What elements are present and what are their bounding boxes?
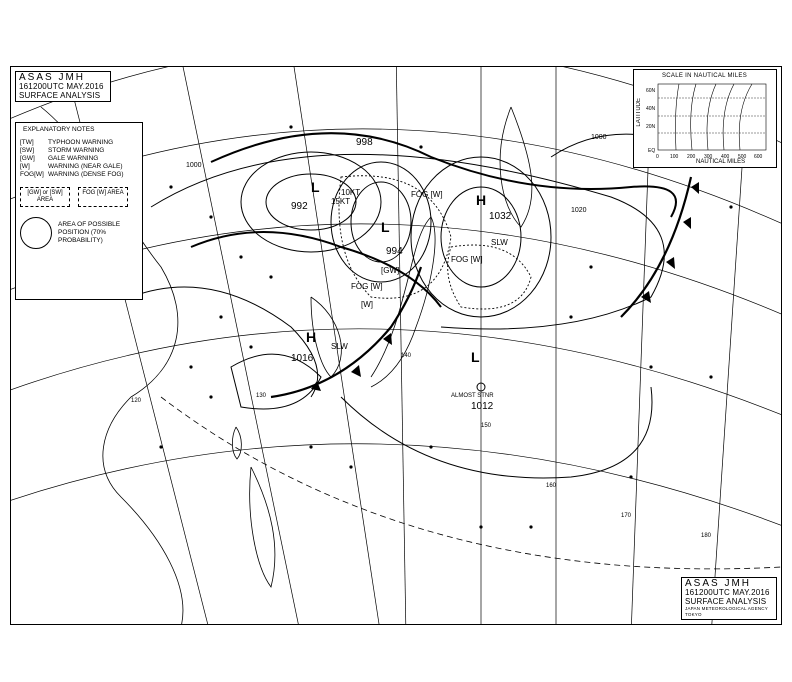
footer-agency-code: ASAS JMH bbox=[685, 578, 752, 589]
legend-text: GALE WARNING bbox=[48, 155, 99, 162]
low-pressure-label: 992 bbox=[291, 201, 308, 212]
station-dot bbox=[589, 265, 592, 268]
station-dot bbox=[239, 255, 242, 258]
scale-mile-tick: 300 bbox=[704, 154, 713, 160]
meridian-line bbox=[396, 67, 406, 625]
high-motion-label: SLW bbox=[491, 238, 508, 247]
meridian-line bbox=[711, 107, 746, 625]
legend-row bbox=[20, 163, 138, 171]
fog-area-sample: FOG [W] AREA bbox=[78, 187, 128, 207]
station-dot bbox=[169, 185, 172, 188]
taiwan-coastline bbox=[232, 427, 241, 459]
legend-text: TYPHOON WARNING bbox=[48, 139, 114, 146]
isobar-value: 1020 bbox=[571, 207, 587, 214]
scale-x-label: NAUTICAL MILES bbox=[696, 159, 746, 165]
parallel-line bbox=[11, 444, 782, 537]
station-dot bbox=[729, 205, 732, 208]
station-dot bbox=[189, 365, 192, 368]
station-dot bbox=[629, 475, 632, 478]
isobar bbox=[341, 387, 652, 478]
high-symbol: H bbox=[306, 329, 317, 345]
isobar bbox=[131, 287, 318, 397]
high-pressure-label: 1016 bbox=[291, 353, 314, 364]
legend-text: WARNING (NEAR GALE) bbox=[48, 163, 123, 170]
legend-text: STORM WARNING bbox=[48, 147, 105, 154]
legend-code: [GW] bbox=[20, 155, 35, 162]
explanatory-notes bbox=[15, 122, 143, 300]
fog-warning-label: FOG [W] bbox=[411, 190, 443, 199]
high-pressure-label: 1032 bbox=[489, 211, 512, 222]
legend-area-samples bbox=[20, 187, 138, 207]
longitude-label: 150 bbox=[481, 423, 492, 429]
station-dot bbox=[249, 345, 252, 348]
legend-code: [TW] bbox=[20, 139, 34, 146]
low-speed-label: 10KT bbox=[341, 188, 361, 197]
scale-graph bbox=[634, 70, 776, 167]
station-dot bbox=[419, 145, 422, 148]
front-triangle bbox=[691, 182, 699, 194]
station-dot bbox=[289, 125, 292, 128]
high-motion-label: SLW bbox=[331, 342, 348, 351]
legend-row bbox=[20, 155, 138, 163]
warning-labels bbox=[351, 190, 483, 309]
legend-text: WARNING (DENSE FOG) bbox=[48, 171, 124, 178]
legend-row bbox=[20, 171, 138, 179]
station-dot bbox=[209, 395, 212, 398]
warning-label: [W] bbox=[361, 300, 373, 309]
philippines-coastline bbox=[250, 467, 275, 587]
footer-agency-name: JAPAN METEOROLOGICAL AGENCY TOKYO bbox=[685, 606, 768, 617]
legend-code: [SW] bbox=[20, 147, 35, 154]
chart-footer bbox=[681, 577, 777, 620]
low-motion-label: ALMOST STNR bbox=[451, 393, 494, 399]
fog-warning-label: FOG [W] bbox=[451, 255, 483, 264]
station-dot bbox=[569, 315, 572, 318]
longitude-label: 160 bbox=[546, 483, 557, 489]
header-agency-code: ASAS JMH bbox=[19, 72, 86, 83]
scale-lat-tick: 40N bbox=[646, 106, 656, 112]
gale-warning-label: [GW] bbox=[381, 266, 400, 275]
scale-mile-tick: 200 bbox=[687, 154, 696, 160]
scale-lat-tick: 60N bbox=[646, 88, 656, 94]
scale-mile-tick: 400 bbox=[721, 154, 730, 160]
station-dot bbox=[429, 445, 432, 448]
footer-datetime: 161200UTC MAY.2016 bbox=[685, 588, 770, 597]
japan-coastline bbox=[371, 217, 435, 387]
scale-mile-tick: 100 bbox=[670, 154, 679, 160]
stationary-front bbox=[621, 177, 691, 317]
legend-row bbox=[20, 147, 138, 155]
low-symbol: L bbox=[381, 219, 390, 235]
legend-code: FOG[W] bbox=[20, 171, 44, 178]
scale-mile-tick: 0 bbox=[656, 154, 659, 160]
low-pressure-label: 994 bbox=[386, 246, 403, 257]
station-dot bbox=[349, 465, 352, 468]
probability-circle-icon bbox=[20, 217, 52, 249]
legend-probability bbox=[20, 217, 138, 249]
longitude-label: 130 bbox=[256, 393, 267, 399]
legend-row bbox=[20, 139, 138, 147]
header-datetime: 161200UTC MAY.2016 bbox=[19, 82, 104, 91]
station-dot bbox=[649, 365, 652, 368]
low-symbol: L bbox=[471, 349, 480, 365]
front-triangle bbox=[683, 217, 691, 229]
station-dot bbox=[709, 375, 712, 378]
chart-header bbox=[15, 71, 111, 102]
parallel-line bbox=[11, 329, 782, 427]
scale-title: SCALE IN NAUTICAL MILES bbox=[662, 73, 748, 79]
scale-latitude-label: LATITUDE bbox=[636, 98, 642, 127]
longitude-label: 140 bbox=[401, 353, 412, 359]
low-symbol: L bbox=[311, 179, 320, 195]
isobar-value: 1000 bbox=[186, 162, 202, 169]
legend-code: [W] bbox=[20, 163, 30, 170]
kamchatka-coastline bbox=[500, 107, 532, 227]
longitude-label: 180 bbox=[701, 533, 712, 539]
nautical-mile-scale bbox=[633, 69, 777, 168]
isobar-value: 1000 bbox=[591, 134, 607, 141]
legend-title: EXPLANATORY NOTES bbox=[23, 126, 95, 133]
longitude-label: 120 bbox=[131, 398, 142, 404]
isobars bbox=[131, 134, 691, 478]
header-product: SURFACE ANALYSIS bbox=[19, 91, 101, 100]
station-dot bbox=[269, 275, 272, 278]
cold-front bbox=[271, 267, 421, 397]
scale-lat-tick: 20N bbox=[646, 124, 656, 130]
low-speed-label: 15KT bbox=[331, 197, 351, 206]
scale-mile-tick: 500 bbox=[738, 154, 747, 160]
fog-warning-label: FOG [W] bbox=[351, 282, 383, 291]
bold-isobar bbox=[211, 133, 676, 217]
weather-map bbox=[10, 66, 782, 625]
front-triangle bbox=[666, 257, 675, 269]
station-dot bbox=[479, 525, 482, 528]
station-dot bbox=[219, 315, 222, 318]
scale-mile-tick: 600 bbox=[754, 154, 763, 160]
station-dot bbox=[159, 445, 162, 448]
tropic-dashed-line bbox=[161, 397, 781, 569]
probability-text: AREA OF POSSIBLE POSITION (70% PROBABILITY) bbox=[58, 221, 121, 244]
station-dot bbox=[209, 215, 212, 218]
low-pressure-label: 998 bbox=[356, 137, 373, 148]
gale-storm-area-sample: [GW] or [SW] AREA bbox=[20, 187, 70, 207]
station-dot bbox=[309, 445, 312, 448]
front-triangle bbox=[351, 365, 361, 377]
low-pressure-label: 1012 bbox=[471, 401, 494, 412]
scale-lat-tick: EQ bbox=[648, 148, 656, 154]
footer-product: SURFACE ANALYSIS bbox=[685, 597, 767, 606]
longitude-label: 170 bbox=[621, 513, 632, 519]
station-dot bbox=[529, 525, 532, 528]
high-symbol: H bbox=[476, 192, 487, 208]
